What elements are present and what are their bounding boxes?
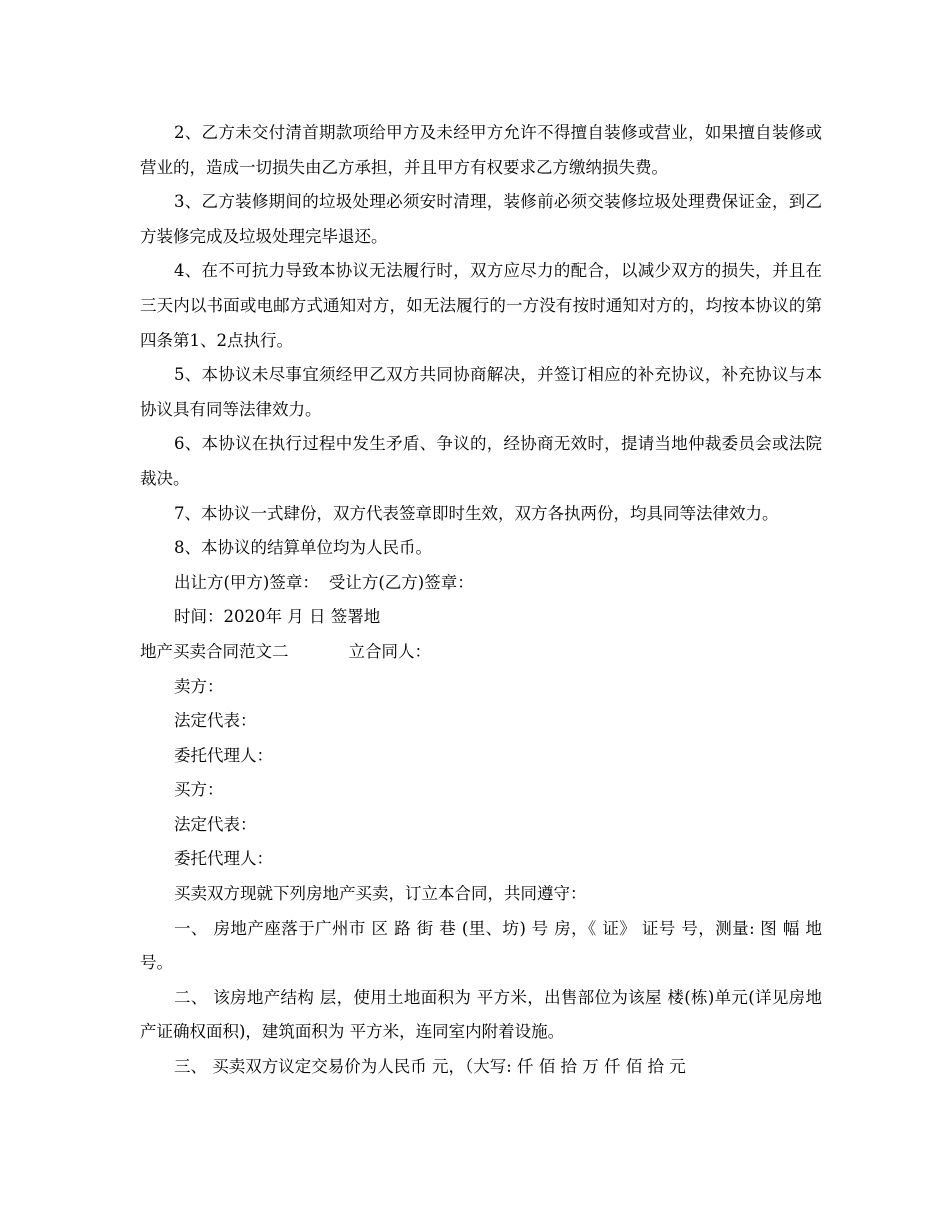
- clause-paragraph-8: 8、本协议的结算单位均为人民币。: [174, 538, 432, 558]
- clause-paragraph-4: 4、在不可抗力导致本协议无法履行时，双方应尽力的配合，以减少双方的损失，并且在三天内以书面或电邮方式通知对方，如无法履行的一方没有按时通知对方的，均按本协议的第四条第1、2点执行。: [140, 261, 822, 350]
- signature-line: [140, 566, 822, 601]
- clause-paragraph-6: 6、本协议在执行过程中发生矛盾、争议的，经协商无效时，提请当地仲裁委员会或法院裁决。: [140, 434, 822, 488]
- clause-paragraph-7: 7、本协议一式肆份，双方代表签章即时生效，双方各执两份，均具同等法律效力。: [174, 503, 779, 523]
- clause-paragraph-3: 3、乙方装修期间的垃圾处理必须安时清理，装修前必须交装修垃圾处理费保证金，到乙方装修完成及垃圾处理完毕退还。: [140, 192, 822, 246]
- buyer-agent-line: 委托代理人：: [174, 849, 273, 869]
- buyer-line: 买方：: [174, 780, 224, 800]
- contract-parties-label: 立合同人：: [348, 641, 431, 661]
- property-location-clause: 一、 房地产座落于广州市 区 路 街 巷 (里、坊) 号 房，《 证》 证号 号，测量: 图 幅 地号。: [140, 918, 822, 973]
- party-b-signature-label: 受让方(乙方)签章：: [328, 572, 474, 592]
- contract-heading-line: [140, 635, 822, 670]
- contract-title: 地产买卖合同范文二: [140, 641, 289, 661]
- property-structure-clause: 二、 该房地产结构 层，使用土地面积为 平方米，出售部位为该屋 楼(栋)单元(详见房地产证确权面积)，建筑面积为 平方米，连同室内附着设施。: [140, 987, 822, 1042]
- seller-agent-line: 委托代理人：: [174, 745, 273, 765]
- buyer-legal-rep-line: 法定代表：: [174, 814, 257, 834]
- clause-paragraph-5: 5、本协议未尽事宜须经甲乙双方共同协商解决，并签订相应的补充协议，补充协议与本协议具有同等法律效力。: [140, 365, 822, 419]
- price-clause: 三、 买卖双方议定交易价为人民币 元，（大写: 仟 佰 拾 万 仟 佰 拾 元: [174, 1057, 686, 1077]
- party-a-signature-label: 出让方(甲方)签章：: [174, 572, 319, 592]
- seller-line: 卖方：: [174, 676, 224, 696]
- intro-paragraph: 买卖双方现就下列房地产买卖，订立本合同，共同遵守：: [174, 884, 587, 904]
- time-place-line: 时间：2020年 月 日 签署地: [174, 607, 381, 627]
- seller-legal-rep-line: 法定代表：: [174, 711, 257, 731]
- document-body: [140, 116, 822, 1085]
- clause-paragraph-2: 2、乙方未交付清首期款项给甲方及未经甲方允许不得擅自装修或营业，如果擅自装修或营业的，造成一切损失由乙方承担，并且甲方有权要求乙方缴纳损失费。: [140, 123, 822, 177]
